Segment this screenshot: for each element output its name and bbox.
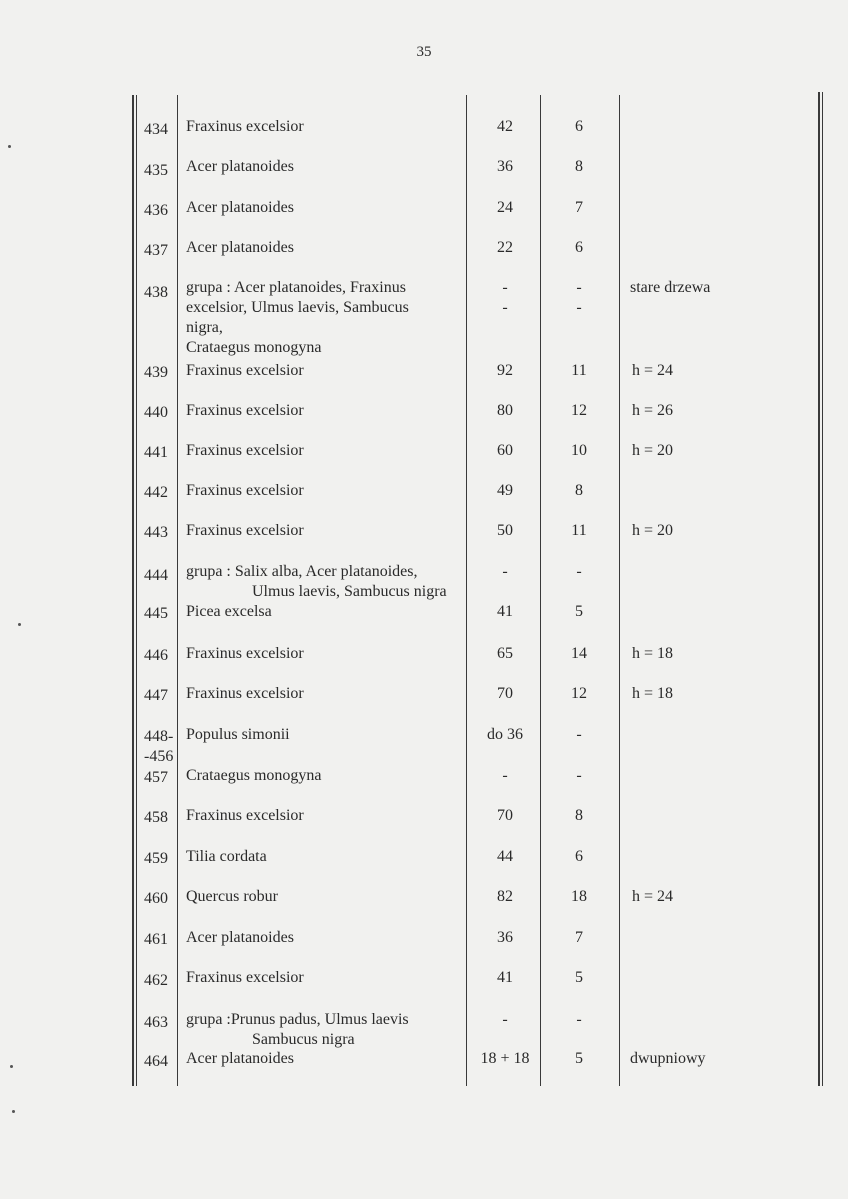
tree-count: 10 <box>571 442 587 459</box>
species-name: Fraxinus excelsior <box>186 118 304 135</box>
tree-count: - <box>576 279 582 296</box>
trunk-diameter: 36 <box>497 158 513 175</box>
remarks: h = 24 <box>632 888 674 905</box>
tree-count: - <box>576 299 582 316</box>
species-name: Crataegus monogyna <box>186 339 322 356</box>
species-name: grupa : Salix alba, Acer platanoides, <box>186 563 418 580</box>
tree-count: 18 <box>571 888 587 905</box>
trunk-diameter: 92 <box>497 362 513 379</box>
remarks: h = 18 <box>632 685 674 702</box>
scan-speck <box>12 1110 15 1113</box>
species-name: Acer platanoides <box>186 239 294 256</box>
species-name: Tilia cordata <box>186 848 267 865</box>
tree-count: 8 <box>575 158 583 175</box>
column-rule-count <box>619 95 620 1086</box>
scan-speck <box>8 145 11 148</box>
tree-number-continued: -456 <box>144 748 174 765</box>
tree-count: - <box>576 767 582 784</box>
table-border-right-inner <box>822 92 823 1086</box>
trunk-diameter: 60 <box>497 442 513 459</box>
species-name: Populus simonii <box>186 726 290 743</box>
remarks: dwupniowy <box>630 1050 706 1067</box>
tree-number: 443 <box>144 524 168 541</box>
trunk-diameter: - <box>502 279 508 296</box>
trunk-diameter: - <box>502 1011 508 1028</box>
trunk-diameter: 18 + 18 <box>480 1050 530 1067</box>
species-name: Quercus robur <box>186 888 278 905</box>
tree-count: 5 <box>575 969 583 986</box>
tree-number: 448- <box>144 728 174 745</box>
species-name: Acer platanoides <box>186 1050 294 1067</box>
tree-number: 440 <box>144 404 168 421</box>
tree-number: 434 <box>144 121 168 138</box>
tree-count: 8 <box>575 482 583 499</box>
tree-number: 435 <box>144 162 168 179</box>
remarks: h = 24 <box>632 362 674 379</box>
trunk-diameter: 65 <box>497 645 513 662</box>
species-name: Fraxinus excelsior <box>186 402 304 419</box>
species-name: grupa :Prunus padus, Ulmus laevis <box>186 1011 409 1028</box>
tree-count: 11 <box>571 522 587 539</box>
species-name: Fraxinus excelsior <box>186 362 304 379</box>
trunk-diameter: - <box>502 563 508 580</box>
trunk-diameter: - <box>502 299 508 316</box>
tree-count: 6 <box>575 848 583 865</box>
trunk-diameter: 41 <box>497 969 513 986</box>
tree-number: 463 <box>144 1014 168 1031</box>
species-name: nigra, <box>186 319 223 336</box>
species-name: excelsior, Ulmus laevis, Sambucus <box>186 299 409 316</box>
tree-number: 458 <box>144 809 168 826</box>
tree-number: 447 <box>144 687 168 704</box>
species-name: Sambucus nigra <box>252 1031 355 1048</box>
species-name: Acer platanoides <box>186 158 294 175</box>
trunk-diameter: 80 <box>497 402 513 419</box>
trunk-diameter: - <box>502 767 508 784</box>
trunk-diameter: 42 <box>497 118 513 135</box>
species-name: Fraxinus excelsior <box>186 645 304 662</box>
table-border-left <box>132 95 134 1086</box>
trunk-diameter: 70 <box>497 685 513 702</box>
species-name: Fraxinus excelsior <box>186 807 304 824</box>
tree-number: 444 <box>144 567 168 584</box>
tree-count: 14 <box>571 645 587 662</box>
tree-number: 461 <box>144 931 168 948</box>
species-name: Acer platanoides <box>186 199 294 216</box>
tree-count: 7 <box>575 199 583 216</box>
tree-count: 6 <box>575 239 583 256</box>
tree-number: 464 <box>144 1053 168 1070</box>
tree-number: 462 <box>144 972 168 989</box>
tree-count: 12 <box>571 402 587 419</box>
species-name: Fraxinus excelsior <box>186 482 304 499</box>
remarks: h = 20 <box>632 442 674 459</box>
species-name: Crataegus monogyna <box>186 767 322 784</box>
remarks: stare drzewa <box>630 279 711 296</box>
tree-number: 441 <box>144 444 168 461</box>
tree-number: 460 <box>144 890 168 907</box>
column-rule-number <box>177 95 178 1086</box>
tree-count: 5 <box>575 1050 583 1067</box>
species-name: Acer platanoides <box>186 929 294 946</box>
species-name: Fraxinus excelsior <box>186 442 304 459</box>
tree-count: 7 <box>575 929 583 946</box>
species-name: Picea excelsa <box>186 603 272 620</box>
tree-count: 6 <box>575 118 583 135</box>
trunk-diameter: 70 <box>497 807 513 824</box>
species-name: Fraxinus excelsior <box>186 969 304 986</box>
tree-count: - <box>576 1011 582 1028</box>
tree-number: 459 <box>144 850 168 867</box>
tree-count: 11 <box>571 362 587 379</box>
remarks: h = 18 <box>632 645 674 662</box>
trunk-diameter: 49 <box>497 482 513 499</box>
table-border-right <box>818 92 820 1086</box>
species-name: Ulmus laevis, Sambucus nigra <box>252 583 447 600</box>
tree-number: 445 <box>144 605 168 622</box>
tree-number: 442 <box>144 484 168 501</box>
tree-number: 438 <box>144 284 168 301</box>
tree-number: 437 <box>144 242 168 259</box>
table-border-left-inner <box>136 95 137 1086</box>
scan-speck <box>10 1065 13 1068</box>
trunk-diameter: 36 <box>497 929 513 946</box>
trunk-diameter: 50 <box>497 522 513 539</box>
species-name: grupa : Acer platanoides, Fraxinus <box>186 279 406 296</box>
scan-speck <box>18 623 21 626</box>
trunk-diameter: 44 <box>497 848 513 865</box>
page-number: 35 <box>416 44 432 60</box>
remarks: h = 20 <box>632 522 674 539</box>
trunk-diameter: 82 <box>497 888 513 905</box>
species-name: Fraxinus excelsior <box>186 685 304 702</box>
remarks: h = 26 <box>632 402 674 419</box>
tree-count: 12 <box>571 685 587 702</box>
species-name: Fraxinus excelsior <box>186 522 304 539</box>
tree-number: 457 <box>144 769 168 786</box>
tree-count: 8 <box>575 807 583 824</box>
tree-count: - <box>576 563 582 580</box>
trunk-diameter: 24 <box>497 199 513 216</box>
trunk-diameter: do 36 <box>487 726 523 743</box>
tree-number: 436 <box>144 202 168 219</box>
trunk-diameter: 22 <box>497 239 513 256</box>
tree-number: 446 <box>144 647 168 664</box>
trunk-diameter: 41 <box>497 603 513 620</box>
tree-number: 439 <box>144 364 168 381</box>
tree-count: 5 <box>575 603 583 620</box>
tree-count: - <box>576 726 582 743</box>
